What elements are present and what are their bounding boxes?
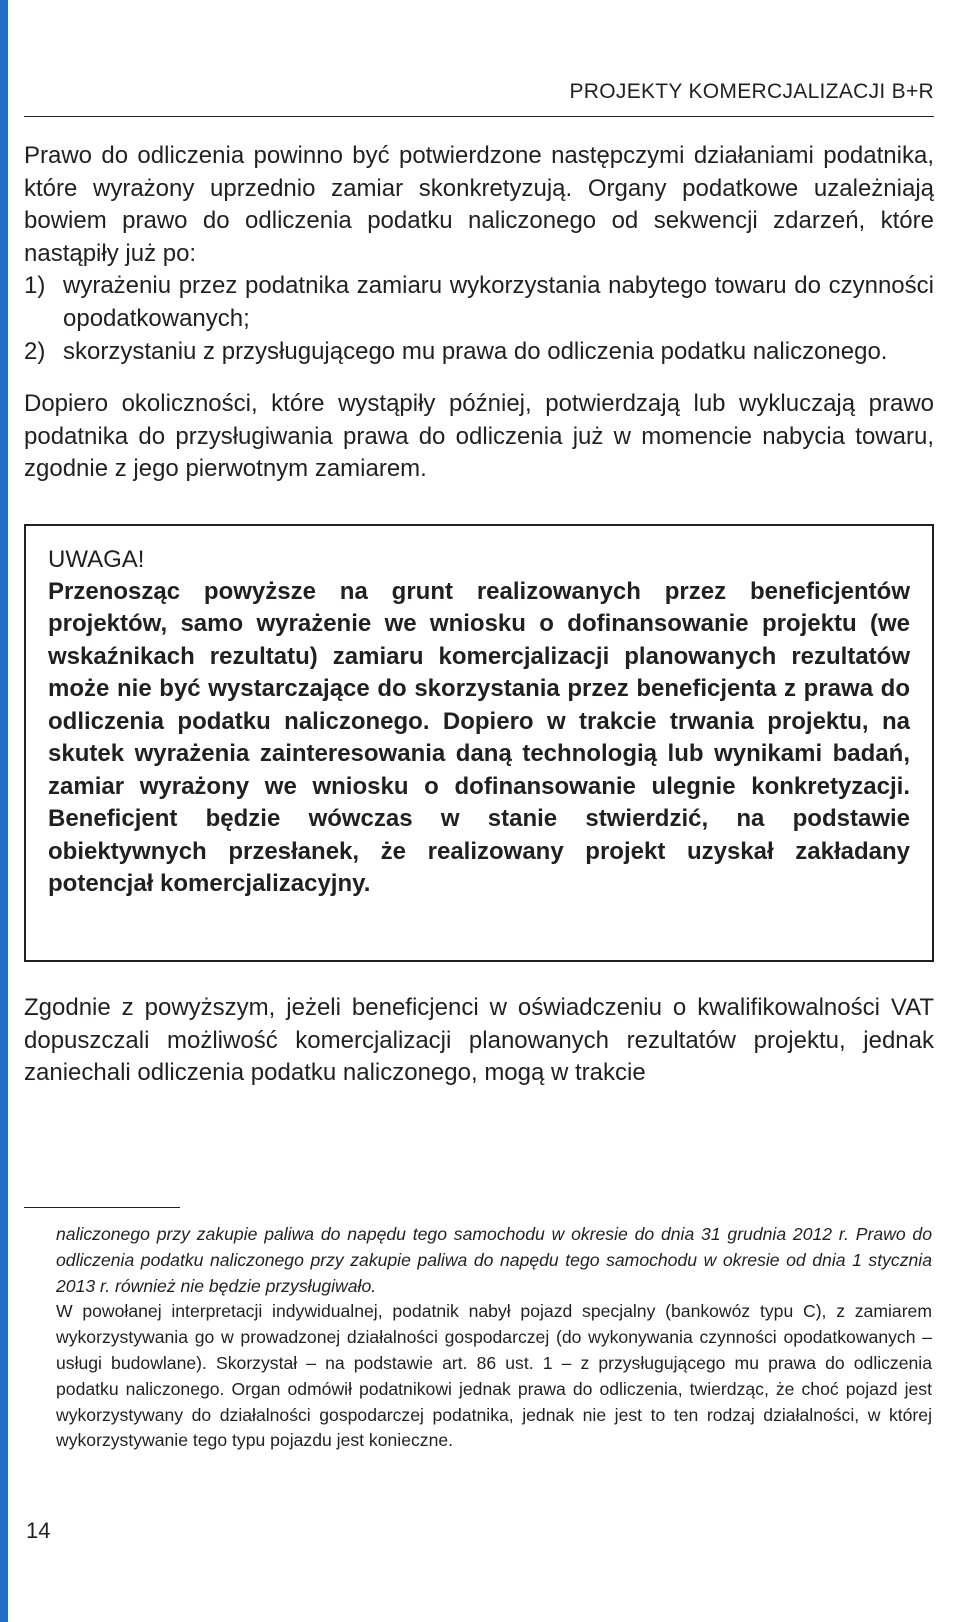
list-item-text: skorzystaniu z przysługującego mu prawa do odliczenia podatku naliczonego. [63,337,888,365]
list-item [24,270,934,335]
list-item-number: 2) [24,337,46,365]
footnotes [56,1222,932,1454]
footnote-continuation: naliczonego przy zakupie paliwa do napędu tego samochodu w okresie do dnia 31 grudnia 2012 r. Prawo do odliczenia podatku naliczonego przy zakupie paliwa do napędu tego samochodu w okresie od dnia 1 stycznia 2013 r. również nie będzie przysługiwało. [56,1224,932,1296]
note-box [24,524,934,962]
note-title: UWAGA! [48,545,145,573]
main-content [24,140,934,1090]
numbered-list [24,270,934,368]
list-item-text: wyrażeniu przez podatnika zamiaru wykorzystania nabytego towaru do czynności opodatkowanych; [63,272,934,332]
footnote-rule [24,1207,180,1208]
paragraph-1: Prawo do odliczenia powinno być potwierdzone następczymi działaniami podatnika, które wyrażony uprzednio zamiar skonkretyzują. Organy podatkowe uzależniają bowiem prawo do odliczenia podatku naliczonego od sekwencji zdarzeń, które nastąpiły już po: [24,142,934,267]
paragraph-2: Dopiero okoliczności, które wystąpiły później, potwierdzają lub wykluczają prawo podatnika do przysługiwania prawa do odliczenia już w momencie nabycia towaru, zgodnie z jego pierwotnym zamiarem. [24,390,934,483]
paragraph-3: Zgodnie z powyższym, jeżeli beneficjenci w oświadczeniu o kwalifikowalności VAT dopuszczali możliwość komercjalizacji planowanych rezultatów projektu, jednak zaniechali odliczenia podatku naliczonego, mogą w trakcie [24,993,934,1087]
note-body: Przenosząc powyższe na grunt realizowanych przez beneficjentów projektów, samo wyrażenie we wniosku o dofinansowanie projektu (we wskaźnikach rezultatu) zamiaru komercjalizacji planowanych rezultatów może nie być wystarczające do skorzystania przez beneficjenta z prawa do odliczenia podatku naliczonego. Dopiero w trakcie trwania projektu, na skutek wyrażenia zainteresowania daną technologią lub wynikami badań, zamiar wyrażony we wniosku o dofinansowanie ulegnie konkretyzacji. Beneficjent będzie wówczas w stanie stwierdzić, na podstawie obiektywnych przesłanek, że realizowany projekt uzyskał zakładany potencjał komercjalizacyjny. [48,577,910,898]
list-item-number: 1) [24,272,46,300]
header-rule [24,116,934,117]
list-item [24,336,934,369]
footnote-paragraph: W powołanej interpretacji indywidualnej, podatnik nabył pojazd specjalny (bankowóz typu C), z zamiarem wykorzystywania go w prowadzonej działalności gospodarczej (do wykonywania czynności opodatkowanych – usługi budowlane). Skorzystał – na podstawie art. 86 ust. 1 – z przysługującego mu prawa do odliczenia podatku naliczonego. Organ odmówił podatnikowi jednak prawa do odliczenia, twierdząc, że choć pojazd jest wykorzystywany do działalności gospodarczej podatnika, jednak nie jest to ten rodzaj działalności, w której wykorzystywanie tego typu pojazdu jest konieczne. [56,1301,932,1451]
running-header: PROJEKTY KOMERCJALIZACJI B+R [569,80,934,103]
left-accent-bar [0,0,8,1622]
page-number: 14 [26,1518,51,1543]
